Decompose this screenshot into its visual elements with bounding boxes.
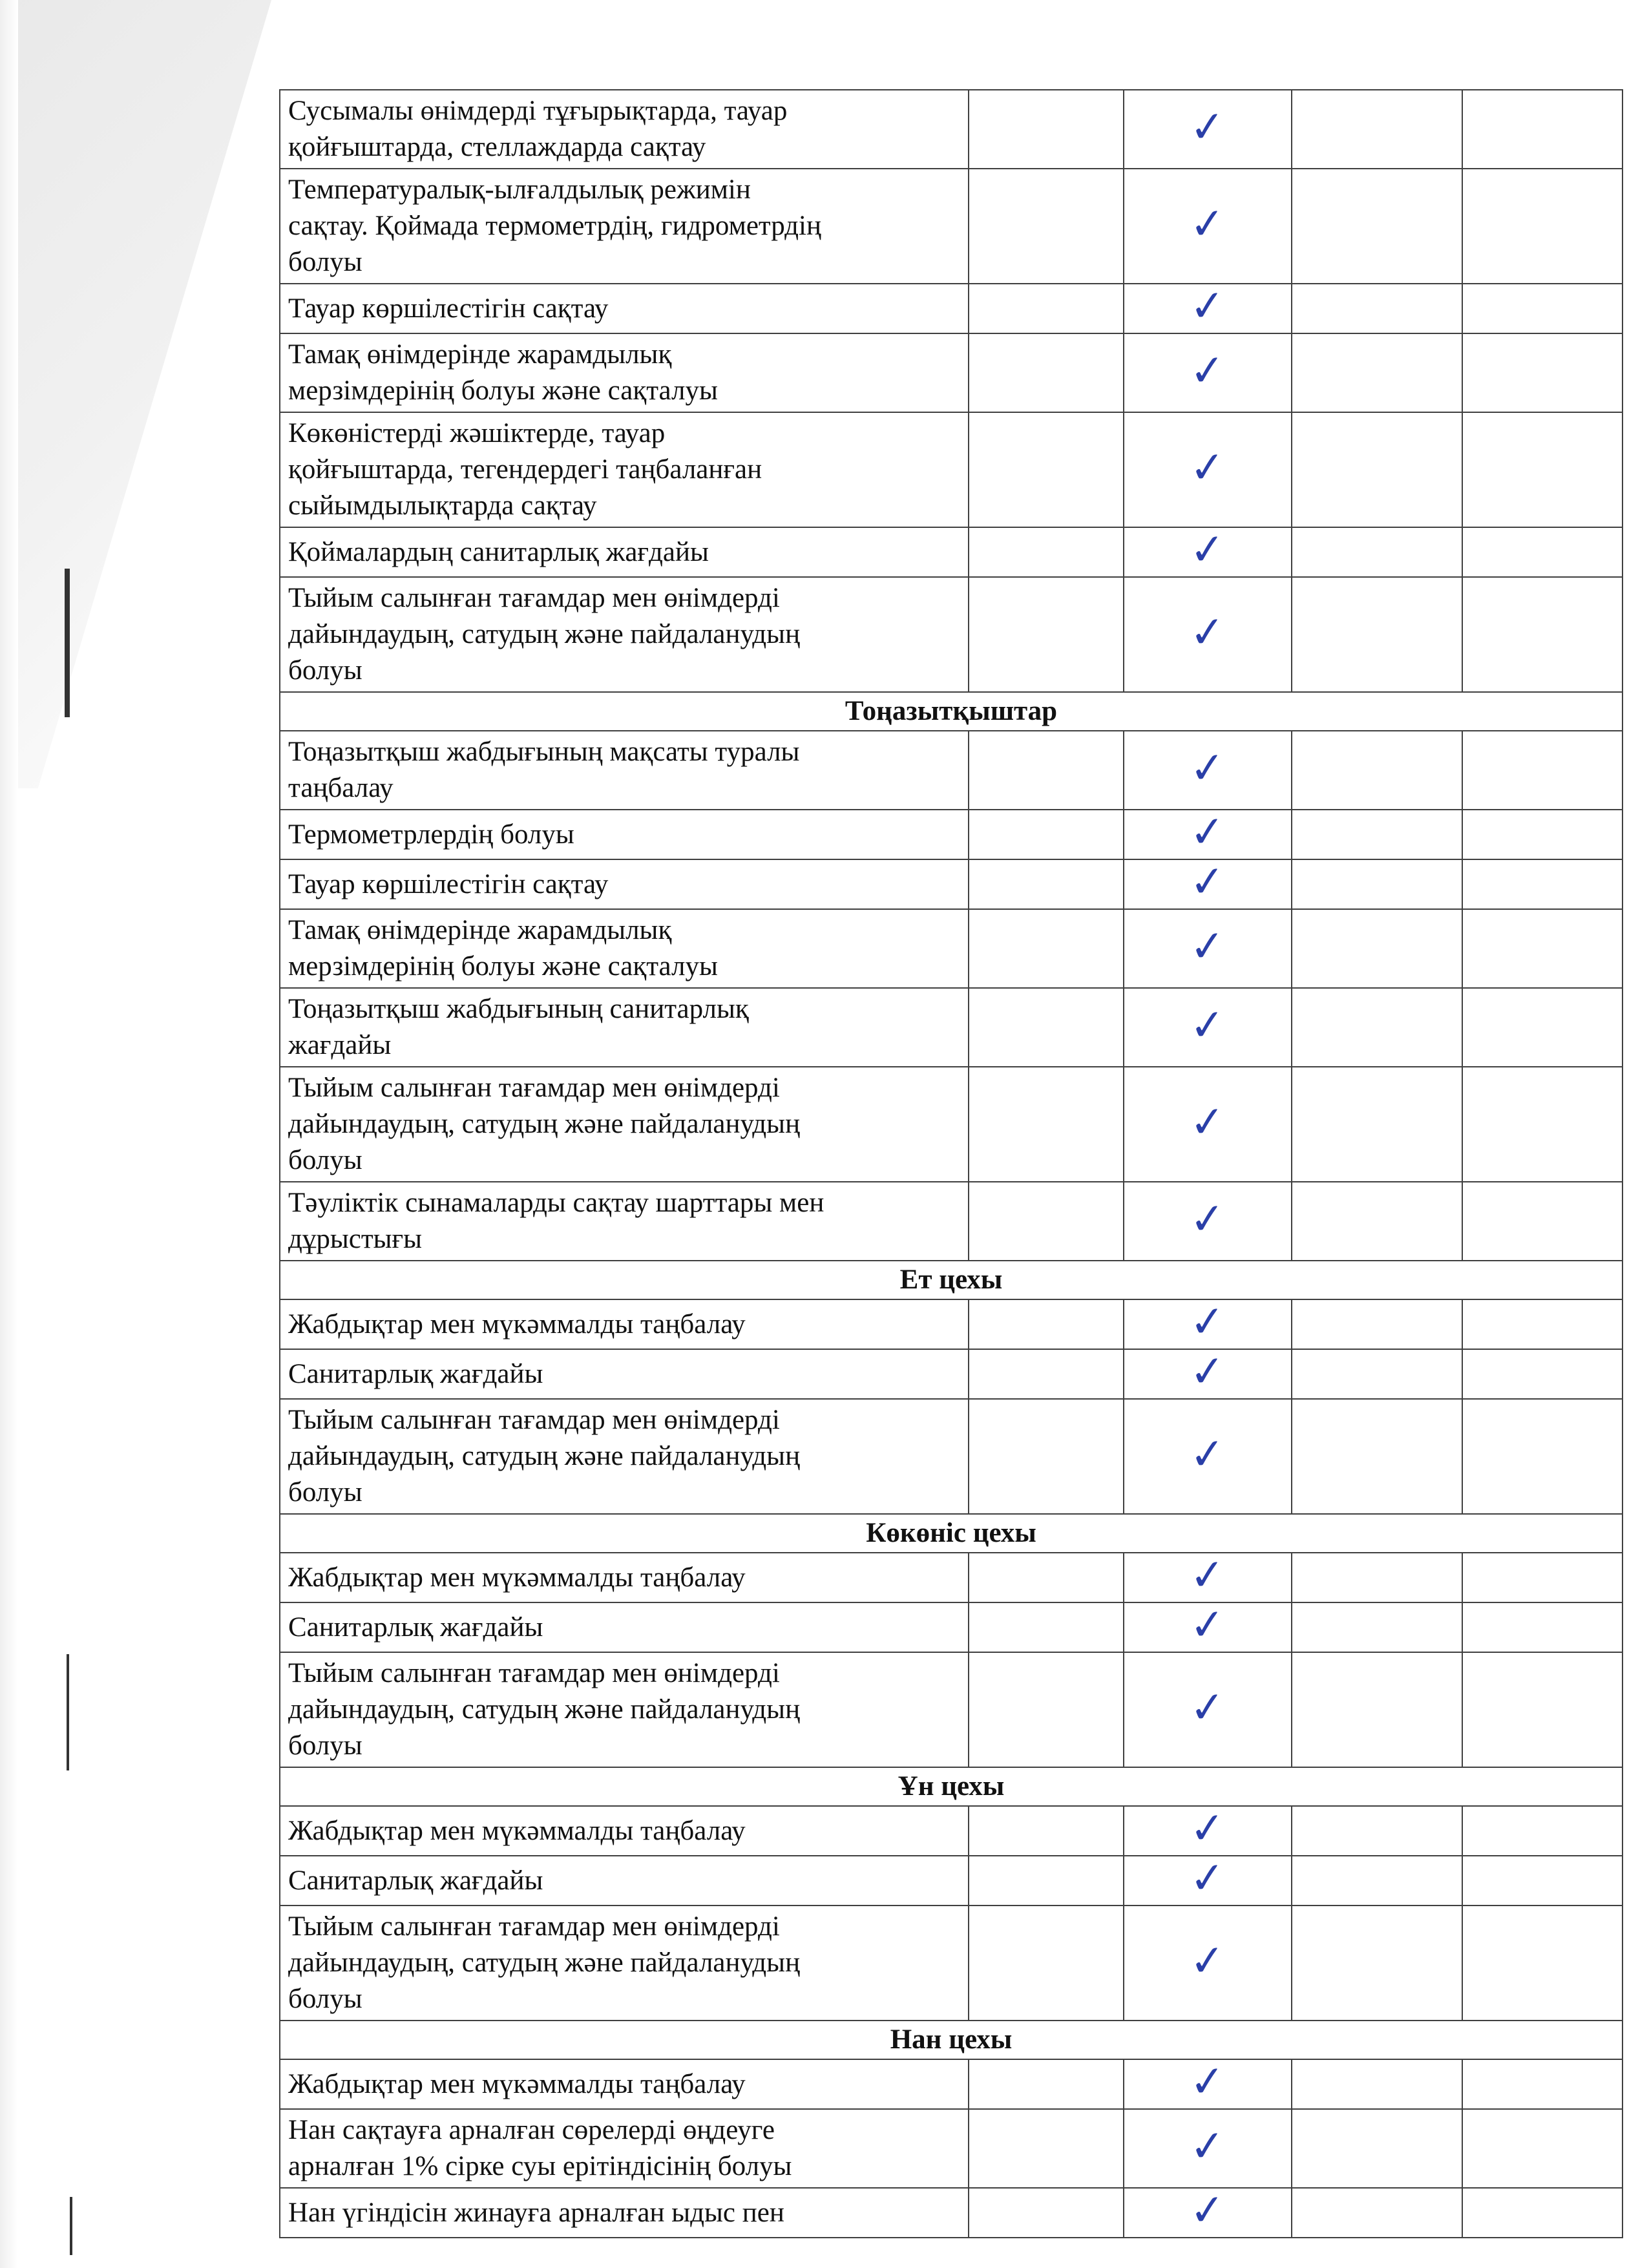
compliance-cell [1124, 90, 1292, 169]
binder-hole-mark [70, 2197, 72, 2255]
requirement-text: Тоңазытқыш жабдығының санитарлық жағдайы [280, 988, 969, 1067]
requirement-text: Термометрлердің болуы [280, 810, 969, 859]
compliance-cell [1124, 1549, 1292, 1602]
checklist-row [280, 1349, 1623, 1399]
requirement-text: Тоңазытқыш жабдығының мақсаты туралы таңбалау [280, 731, 969, 810]
blank-cell [969, 577, 1124, 692]
blank-cell [1462, 1602, 1623, 1652]
checkmark-icon: ✓ [1188, 1599, 1228, 1651]
blank-cell [1292, 2059, 1462, 2109]
checklist-row [280, 1806, 1623, 1856]
blank-cell [1462, 1652, 1623, 1767]
compliance-cell [1124, 988, 1292, 1067]
blank-cell [1292, 1806, 1462, 1856]
blank-cell [1462, 1182, 1623, 1261]
requirement-text: Сусымалы өнімдерді тұғырықтарда, тауар қойғыштарда, стеллаждарда сақтау [280, 90, 969, 169]
blank-cell [969, 527, 1124, 577]
requirement-text: Нан сақтауға арналған сөрелерді өңдеуге арналған 1% сірке суы ерітіндісінің болуы [280, 2109, 969, 2188]
blank-cell [969, 333, 1124, 412]
blank-cell [969, 412, 1124, 527]
checkmark-icon: ✓ [1188, 1192, 1228, 1245]
requirement-text: Тыйым салынған тағамдар мен өнімдерді дайындаудың, сатудың және пайдаланудың болуы [280, 1652, 969, 1767]
checklist-row [280, 1602, 1623, 1652]
binder-hole-mark [67, 1654, 69, 1770]
checklist-row [280, 412, 1623, 527]
checklist-row [280, 577, 1623, 692]
blank-cell [969, 1067, 1124, 1182]
compliance-cell [1124, 1296, 1292, 1349]
blank-cell [1292, 1553, 1462, 1602]
checkmark-icon: ✓ [1188, 1802, 1228, 1854]
compliance-cell [1124, 523, 1292, 577]
requirement-text: Жабдықтар мен мүкәммалды таңбалау [280, 1299, 969, 1349]
compliance-cell [1124, 856, 1292, 909]
checklist-row [280, 1299, 1623, 1349]
blank-cell [1292, 2109, 1462, 2188]
checkmark-icon: ✓ [1188, 2119, 1228, 2172]
compliance-cell [1124, 2055, 1292, 2109]
blank-cell [969, 1182, 1124, 1261]
checklist-row [280, 2109, 1623, 2188]
requirement-text: Тамақ өнімдерінде жарамдылық мерзімдерінің болуы және сақталуы [280, 333, 969, 412]
blank-cell [1292, 859, 1462, 909]
blank-cell [1462, 2109, 1623, 2188]
compliance-cell [1124, 2109, 1292, 2188]
blank-cell [1462, 527, 1623, 577]
blank-cell [1462, 1399, 1623, 1514]
blank-cell [1292, 1399, 1462, 1514]
compliance-cell [1124, 806, 1292, 859]
blank-cell [969, 1856, 1124, 1906]
checklist-row [280, 169, 1623, 284]
blank-cell [1292, 412, 1462, 527]
blank-cell [1462, 1553, 1623, 1602]
checklist-row [280, 90, 1623, 169]
blank-cell [969, 90, 1124, 169]
blank-cell [1292, 988, 1462, 1067]
blank-cell [969, 2188, 1124, 2238]
requirement-text: Санитарлық жағдайы [280, 1856, 969, 1906]
section-title: Ұн цехы [280, 1767, 1623, 1806]
requirement-text: Жабдықтар мен мүкәммалды таңбалау [280, 1806, 969, 1856]
checkmark-icon: ✓ [1188, 919, 1228, 972]
compliance-cell [1124, 731, 1292, 810]
checkmark-icon: ✓ [1188, 1852, 1228, 1904]
checklist-row [280, 988, 1623, 1067]
blank-cell [1462, 169, 1623, 284]
blank-cell [1292, 1067, 1462, 1182]
blank-cell [1462, 333, 1623, 412]
section-header-row [280, 1514, 1623, 1553]
blank-cell [969, 1602, 1124, 1652]
checkmark-icon: ✓ [1188, 1934, 1228, 1987]
blank-cell [969, 1553, 1124, 1602]
blank-cell [1462, 1856, 1623, 1906]
requirement-text: Тауар көршілестігін сақтау [280, 284, 969, 333]
blank-cell [1292, 1602, 1462, 1652]
section-header-row [280, 1767, 1623, 1806]
blank-cell [1462, 90, 1623, 169]
requirement-text: Санитарлық жағдайы [280, 1602, 969, 1652]
checkmark-icon: ✓ [1188, 1681, 1228, 1734]
checkmark-icon: ✓ [1188, 1427, 1228, 1480]
scan-shadow [0, 0, 271, 788]
blank-cell [969, 988, 1124, 1067]
checklist-row [280, 1906, 1623, 2021]
blank-cell [1462, 859, 1623, 909]
blank-cell [1292, 1652, 1462, 1767]
blank-cell [1462, 577, 1623, 692]
section-title: Ет цехы [280, 1261, 1623, 1299]
blank-cell [1462, 2059, 1623, 2109]
blank-cell [1462, 1299, 1623, 1349]
blank-cell [969, 1806, 1124, 1856]
blank-cell [1292, 577, 1462, 692]
blank-cell [969, 2059, 1124, 2109]
checkmark-icon: ✓ [1188, 197, 1228, 250]
blank-cell [1292, 1182, 1462, 1261]
blank-cell [1292, 1856, 1462, 1906]
scan-edge [0, 0, 18, 2268]
blank-cell [1292, 810, 1462, 859]
requirement-text: Нан үгіндісін жинауға арналған ыдыс пен [280, 2188, 969, 2238]
checklist-row [280, 284, 1623, 333]
blank-cell [1292, 1906, 1462, 2021]
blank-cell [1292, 169, 1462, 284]
blank-cell [969, 1399, 1124, 1514]
compliance-cell [1124, 169, 1292, 284]
checklist-row [280, 1067, 1623, 1182]
checklist-row [280, 333, 1623, 412]
requirement-text: Көкөністерді жәшіктерде, тауар қойғыштарда, тегендердегі таңбаланған сыйымдылықтарда сақтау [280, 412, 969, 527]
checkmark-icon: ✓ [1188, 1296, 1228, 1348]
blank-cell [969, 1906, 1124, 2021]
section-title: Тоңазытқыштар [280, 692, 1623, 731]
blank-cell [1292, 731, 1462, 810]
checklist-row [280, 2188, 1623, 2238]
blank-cell [1462, 1349, 1623, 1399]
checkmark-icon: ✓ [1188, 998, 1228, 1051]
blank-cell [1462, 988, 1623, 1067]
blank-cell [1292, 2188, 1462, 2238]
requirement-text: Тыйым салынған тағамдар мен өнімдерді дайындаудың, сатудың және пайдаланудың болуы [280, 1906, 969, 2021]
blank-cell [1292, 1299, 1462, 1349]
checkmark-icon: ✓ [1188, 1095, 1228, 1148]
blank-cell [1292, 909, 1462, 988]
requirement-text: Қоймалардың санитарлық жағдайы [280, 527, 969, 577]
compliance-cell [1124, 280, 1292, 333]
blank-cell [1462, 412, 1623, 527]
compliance-cell [1124, 412, 1292, 527]
blank-cell [969, 1652, 1124, 1767]
blank-cell [969, 1349, 1124, 1399]
checklist-body [280, 90, 1623, 2238]
section-title: Көкөніс цехы [280, 1514, 1623, 1553]
blank-cell [969, 169, 1124, 284]
checkmark-icon: ✓ [1188, 100, 1228, 153]
section-title: Нан цехы [280, 2021, 1623, 2059]
compliance-cell [1124, 2184, 1292, 2238]
section-header-row [280, 1261, 1623, 1299]
checkmark-icon: ✓ [1188, 523, 1228, 576]
section-header-row [280, 692, 1623, 731]
blank-cell [1462, 1906, 1623, 2021]
compliance-cell [1124, 1067, 1292, 1182]
checklist-row [280, 1856, 1623, 1906]
requirement-text: Тыйым салынған тағамдар мен өнімдерді дайындаудың, сатудың және пайдаланудың болуы [280, 577, 969, 692]
checkmark-icon: ✓ [1188, 280, 1228, 332]
compliance-cell [1124, 577, 1292, 692]
compliance-cell [1124, 1652, 1292, 1767]
blank-cell [969, 1299, 1124, 1349]
checkmark-icon: ✓ [1188, 441, 1228, 494]
blank-cell [1462, 1806, 1623, 1856]
compliance-cell [1124, 1345, 1292, 1399]
requirement-text: Тәуліктік сынамаларды сақтау шарттары мен дұрыстығы [280, 1182, 969, 1261]
checklist-row [280, 731, 1623, 810]
checkmark-icon: ✓ [1188, 2184, 1228, 2236]
blank-cell [1462, 1067, 1623, 1182]
checklist-row [280, 1553, 1623, 1602]
compliance-cell [1124, 909, 1292, 988]
requirement-text: Тамақ өнімдерінде жарамдылық мерзімдерінің болуы және сақталуы [280, 909, 969, 988]
compliance-cell [1124, 1599, 1292, 1652]
requirement-text: Тыйым салынған тағамдар мен өнімдерді дайындаудың, сатудың және пайдаланудың болуы [280, 1399, 969, 1514]
blank-cell [1462, 284, 1623, 333]
binder-hole-mark [65, 569, 70, 717]
section-header-row [280, 2021, 1623, 2059]
blank-cell [1292, 284, 1462, 333]
checkmark-icon: ✓ [1188, 856, 1228, 908]
compliance-cell [1124, 1906, 1292, 2021]
checkmark-icon: ✓ [1188, 605, 1228, 658]
checklist-row [280, 859, 1623, 909]
requirement-text: Санитарлық жағдайы [280, 1349, 969, 1399]
checklist-row [280, 1399, 1623, 1514]
checklist-row [280, 810, 1623, 859]
blank-cell [1292, 527, 1462, 577]
blank-cell [1292, 90, 1462, 169]
checkmark-icon: ✓ [1188, 2055, 1228, 2108]
blank-cell [1292, 1349, 1462, 1399]
requirement-text: Тауар көршілестігін сақтау [280, 859, 969, 909]
compliance-cell [1124, 1852, 1292, 1906]
checklist-row [280, 1652, 1623, 1767]
checkmark-icon: ✓ [1188, 806, 1228, 858]
checkmark-icon: ✓ [1188, 1549, 1228, 1601]
blank-cell [969, 284, 1124, 333]
blank-cell [969, 810, 1124, 859]
requirement-text: Жабдықтар мен мүкәммалды таңбалау [280, 1553, 969, 1602]
compliance-cell [1124, 1182, 1292, 1261]
checklist-row [280, 909, 1623, 988]
blank-cell [1462, 731, 1623, 810]
blank-cell [969, 859, 1124, 909]
checklist-row [280, 2059, 1623, 2109]
compliance-cell [1124, 1399, 1292, 1514]
compliance-cell [1124, 1802, 1292, 1856]
checkmark-icon: ✓ [1188, 741, 1228, 794]
requirement-text: Температуралық-ылғалдылық режимін сақтау. Қоймада термометрдің, гидрометрдің болуы [280, 169, 969, 284]
inspection-checklist-table [279, 89, 1623, 2238]
blank-cell [969, 2109, 1124, 2188]
compliance-cell [1124, 333, 1292, 412]
blank-cell [1462, 810, 1623, 859]
blank-cell [1292, 333, 1462, 412]
checklist-row [280, 527, 1623, 577]
checklist-row [280, 1182, 1623, 1261]
blank-cell [969, 731, 1124, 810]
requirement-text: Жабдықтар мен мүкәммалды таңбалау [280, 2059, 969, 2109]
requirement-text: Тыйым салынған тағамдар мен өнімдерді дайындаудың, сатудың және пайдаланудың болуы [280, 1067, 969, 1182]
checkmark-icon: ✓ [1188, 1345, 1228, 1398]
checkmark-icon: ✓ [1188, 344, 1228, 397]
blank-cell [969, 909, 1124, 988]
blank-cell [1462, 909, 1623, 988]
blank-cell [1462, 2188, 1623, 2238]
